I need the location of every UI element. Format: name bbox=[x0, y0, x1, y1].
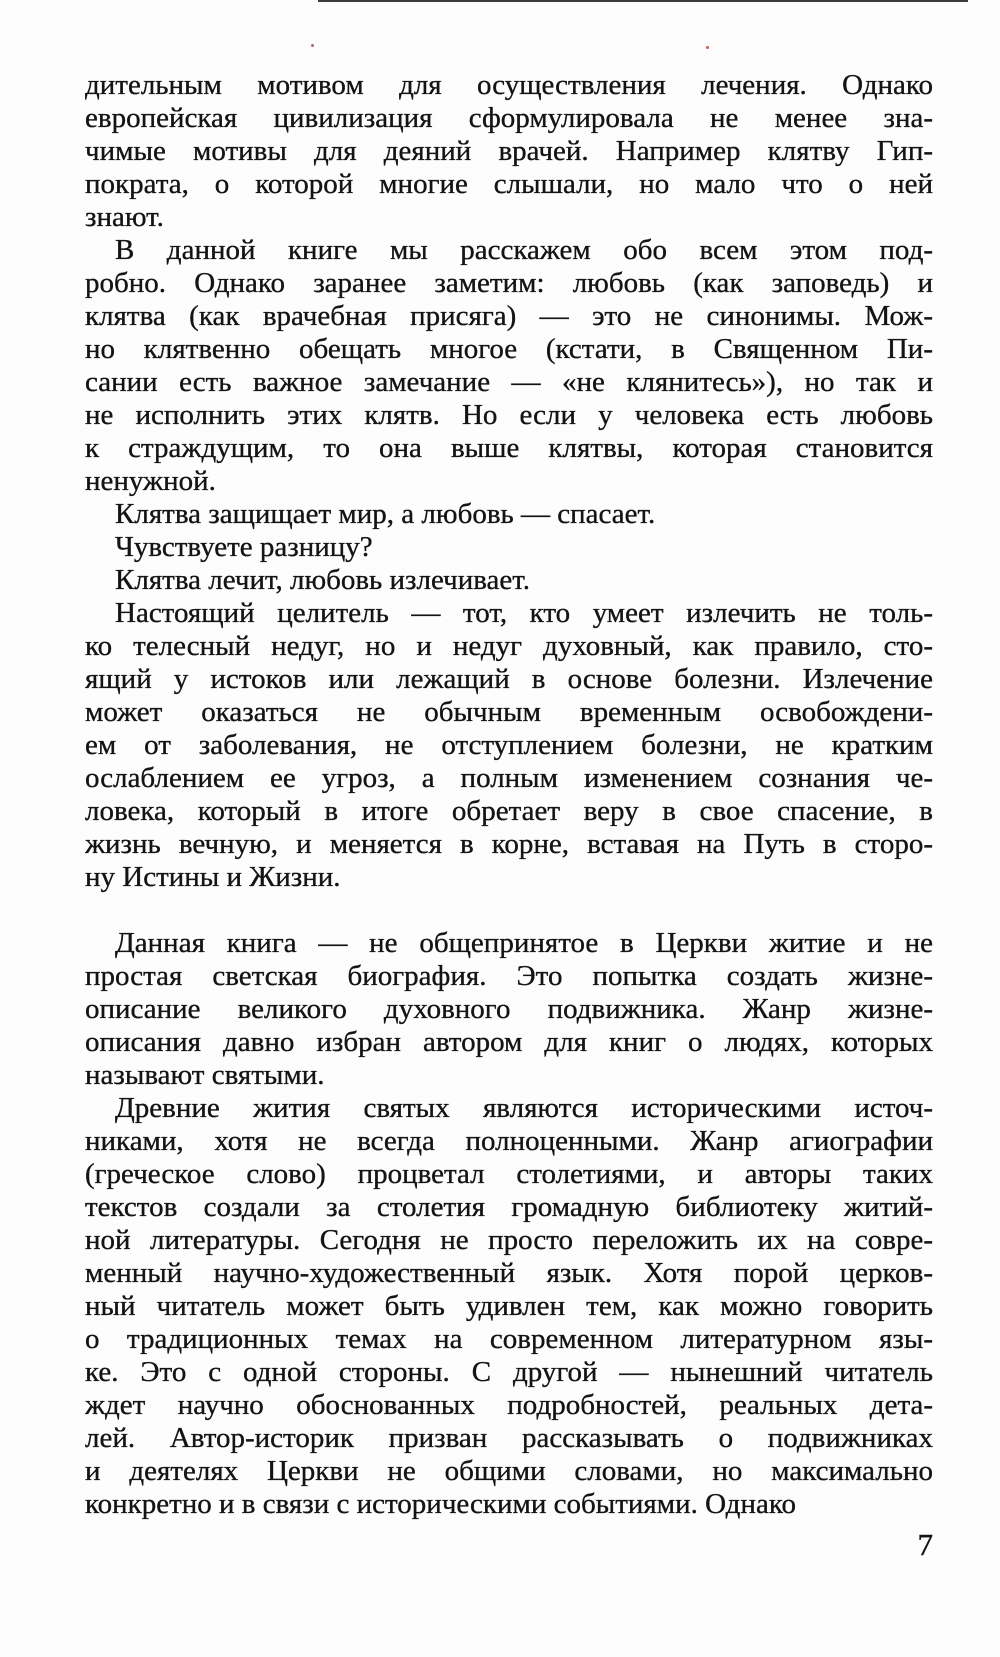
paragraph bbox=[85, 69, 933, 234]
paragraph bbox=[85, 531, 933, 564]
text-line: менный научно-художественный язык. Хотя порой церков- bbox=[85, 1257, 933, 1289]
text-line: лей. Автор-историк призван рассказывать о подвижниках bbox=[85, 1422, 933, 1454]
text-line: Клятва лечит, любовь излечивает. bbox=[115, 564, 531, 596]
text-line: дительным мотивом для осуществления лечения. Однако bbox=[85, 69, 933, 101]
text-line: никами, хотя не всегда полноценными. Жанр агиографии bbox=[85, 1125, 933, 1157]
scan-speck bbox=[706, 46, 709, 49]
text-line: чимые мотивы для деяний врачей. Например клятву Гип- bbox=[85, 135, 933, 167]
text-line: конкретно и в связи с историческими событиями. Однако bbox=[85, 1488, 796, 1520]
text-line: робно. Однако заранее заметим: любовь (как заповедь) и bbox=[85, 267, 933, 299]
text-line: европейская цивилизация сформулировала не менее зна- bbox=[85, 102, 933, 134]
text-line: Древние жития святых являются историческими источ- bbox=[115, 1092, 933, 1124]
text-line: текстов создали за столетия громадную библиотеку житий- bbox=[85, 1191, 933, 1223]
text-line: называют святыми. bbox=[85, 1059, 325, 1091]
text-line: жизнь вечную, и меняется в корне, вставая на Путь в сторо- bbox=[85, 828, 933, 860]
paragraph bbox=[85, 927, 933, 1092]
text-line: ловека, который в итоге обретает веру в свое спасение, в bbox=[85, 795, 933, 827]
paragraph bbox=[85, 234, 933, 498]
text-line: описание великого духовного подвижника. Жанр жизне- bbox=[85, 993, 933, 1025]
text-line: ну Истины и Жизни. bbox=[85, 861, 341, 893]
text-line: ко телесный недуг, но и недуг духовный, как правило, сто- bbox=[85, 630, 933, 662]
scan-speck bbox=[311, 44, 314, 47]
text-line: Чувствуете разницу? bbox=[115, 531, 373, 563]
text-line: и деятелях Церкви не общими словами, но максимально bbox=[85, 1455, 933, 1487]
text-line: пократа, о которой многие слышали, но мало что о ней bbox=[85, 168, 933, 200]
text-line: ный читатель может быть удивлен тем, как можно говорить bbox=[85, 1290, 933, 1322]
text-line: ем от заболевания, не отступлением болезни, не кратким bbox=[85, 729, 933, 761]
text-line: сании есть важное замечание — «не клянитесь»), но так и bbox=[85, 366, 933, 398]
text-block bbox=[85, 69, 933, 1521]
text-line: ослаблением ее угроз, а полным изменением сознания че- bbox=[85, 762, 933, 794]
section-break bbox=[85, 894, 933, 927]
text-line: описания давно избран автором для книг о людях, которых bbox=[85, 1026, 933, 1058]
text-line: простая светская биография. Это попытка создать жизне- bbox=[85, 960, 933, 992]
text-line: к страждущим, то она выше клятвы, которая становится bbox=[85, 432, 933, 464]
text-line: ке. Это с одной стороны. С другой — нынешний читатель bbox=[85, 1356, 933, 1388]
text-line: не исполнить этих клятв. Но если у человека есть любовь bbox=[85, 399, 933, 431]
paragraph bbox=[85, 597, 933, 894]
text-line: В данной книге мы расскажем обо всем этом под- bbox=[115, 234, 933, 266]
paragraph bbox=[85, 564, 933, 597]
text-line: Настоящий целитель — тот, кто умеет излечить не толь- bbox=[115, 597, 933, 629]
text-line: ненужной. bbox=[85, 465, 216, 497]
text-line: может оказаться не обычным временным освобождени- bbox=[85, 696, 933, 728]
text-line: клятва (как врачебная присяга) — это не синонимы. Мож- bbox=[85, 300, 933, 332]
text-line: ной литературы. Сегодня не просто переложить их на совре- bbox=[85, 1224, 933, 1256]
paragraph bbox=[85, 1092, 933, 1521]
page-number: 7 bbox=[917, 1527, 933, 1562]
text-line: Данная книга — не общепринятое в Церкви житие и не bbox=[115, 927, 933, 959]
scan-edge-line bbox=[318, 0, 968, 2]
text-line: ящий у истоков или лежащий в основе болезни. Излечение bbox=[85, 663, 933, 695]
text-line: о традиционных темах на современном литературном язы- bbox=[85, 1323, 933, 1355]
text-line: знают. bbox=[85, 201, 164, 233]
text-line: Клятва защищает мир, а любовь — спасает. bbox=[115, 498, 656, 530]
text-line: но клятвенно обещать многое (кстати, в Священном Пи- bbox=[85, 333, 933, 365]
text-line: ждет научно обоснованных подробностей, реальных дета- bbox=[85, 1389, 933, 1421]
text-line: (греческое слово) процветал столетиями, и авторы таких bbox=[85, 1158, 933, 1190]
paragraph bbox=[85, 498, 933, 531]
